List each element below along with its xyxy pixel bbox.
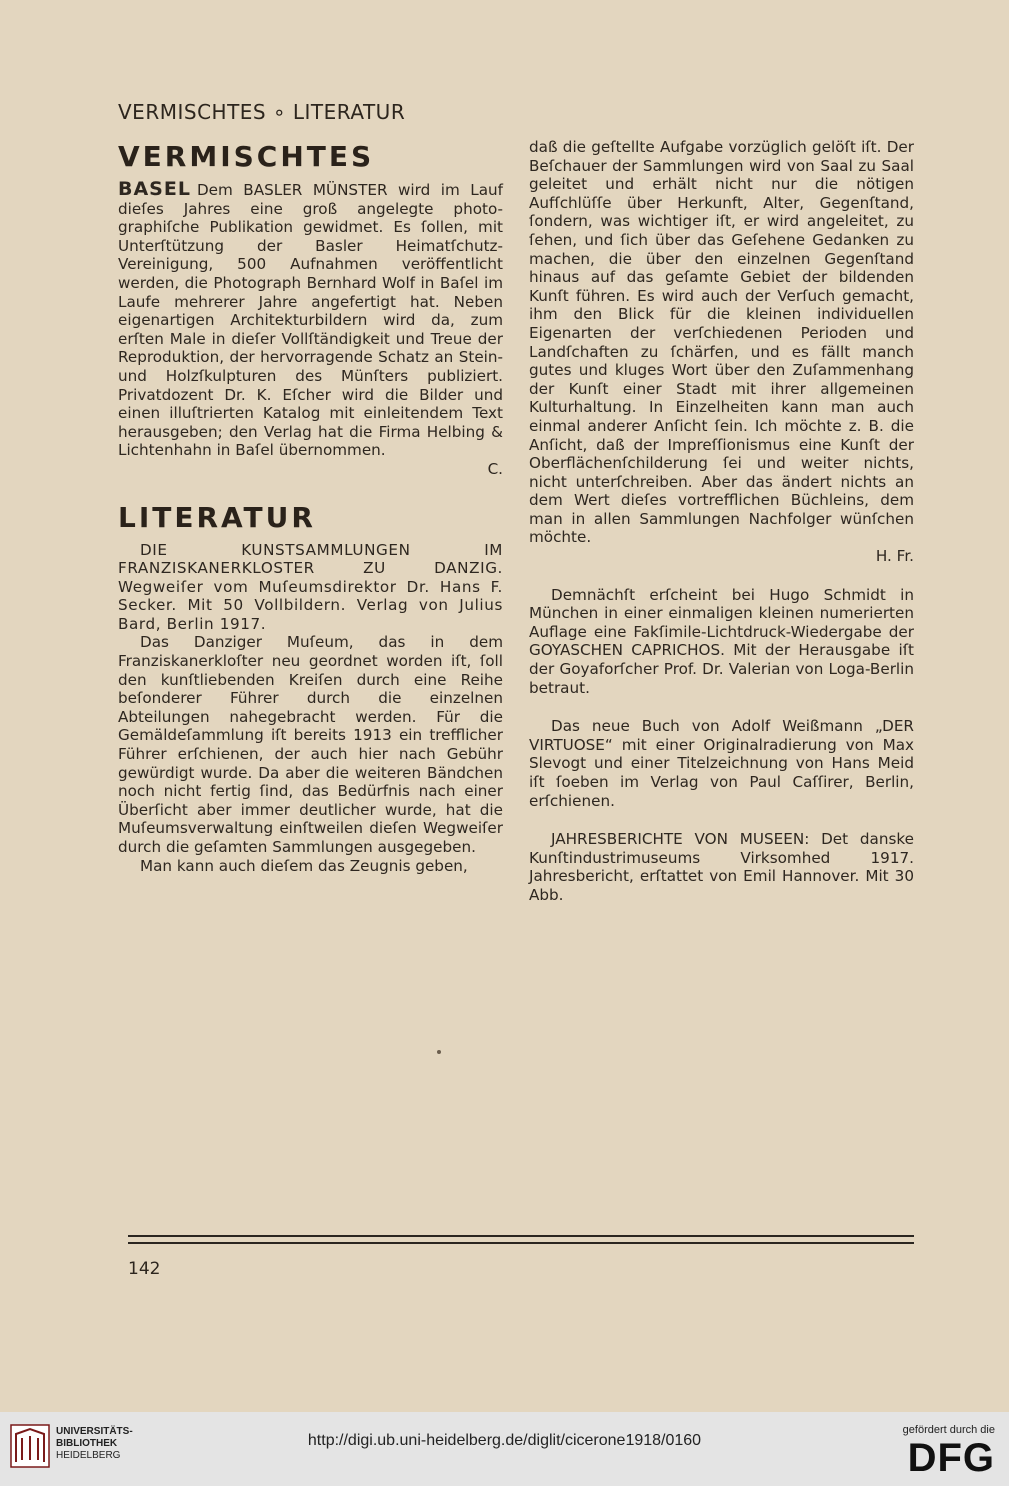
danzig-title: DIE KUNSTSAMMLUNGEN IM FRANZISKANERKLOSTER ZU DANZIG. Wegweiſer vom Muſeumsdirektor Dr. Hans F. Secker. Mit 50 Vollbildern. Verlag von Julius Bard, Berlin 1917. <box>118 540 503 633</box>
library-name-line1: UNIVERSITÄTS- <box>56 1426 133 1437</box>
running-title: VERMISCHTES ∘ LITERATUR <box>118 100 406 124</box>
library-name-line2: BIBLIOTHEK <box>56 1438 118 1449</box>
ink-speck <box>437 1050 441 1054</box>
dfg-logo[interactable]: DFG <box>907 1436 995 1480</box>
heading-literatur: LITERATUR <box>118 500 316 534</box>
basel-article <box>118 180 503 460</box>
goya-notice: Demnächſt erſcheint bei Hugo Schmidt in München in einer einmaligen kleinen numerierten Auflage eine Fakſimile-Lichtdruck-Wiedergabe der GOYASCHEN CAPRICHOS. Mit der Herausgabe iſt der Goyaforſcher Prof. Dr. Valerian von Loga-Berlin betraut. <box>529 585 914 697</box>
heading-vermischtes: VERMISCHTES <box>118 140 375 173</box>
library-name-line3: HEIDELBERG <box>56 1450 121 1461</box>
funding-caption: gefördert durch die <box>902 1424 995 1436</box>
right-column <box>529 138 914 905</box>
weissmann-notice: Das neue Buch von Adolf Weißmann „DER VIRTUOSE“ mit einer Originalradierung von Max Slevogt und einer Titelzeichnung von Hans Meid iſt ſoeben im Verlag von Paul Caſſirer, Berlin, erſchienen. <box>529 717 914 810</box>
page-number: 142 <box>128 1259 161 1279</box>
left-column <box>118 140 503 875</box>
permalink-url[interactable]: http://digi.ub.uni-heidelberg.de/diglit/cicerone1918/0160 <box>307 1432 702 1449</box>
footer-rule-bottom <box>128 1242 914 1244</box>
basel-text: Dem BASLER MÜNSTER wird im Lauf dieſes Jahres eine groß angelegte photo-graphiſche Publikation gewidmet. Es ſollen, mit Unterſtützung der Basler Heimatſchutz-Vereinigung, 500 Aufnahmen veröffentlicht werden, die Photograph Bernhard Wolf in Baſel im Laufe mehrerer Jahre angefertigt hat. Neben eigenartigen Architekturbildern wird da, zum erſten Male in dieſer Vollſtändigkeit und Treue der Reproduktion, der hervorragende Schatz an Stein- und Holzſkulpturen des Münſters publiziert. Privatdozent Dr. K. Eſcher wird die Bilder und einen illuſtrierten Katalog mit einleitendem Text herausgeben; den Verlag hat die Firma Helbing & Lichtenhahn in Baſel übernommen. <box>118 181 503 460</box>
jahresberichte-notice: JAHRESBERICHTE VON MUSEEN: Det danske Kunſtindustrimuseums Virksomhed 1917. Jahresbericht, erſtattet von Emil Hannover. Mit 30 Abb. <box>529 830 914 904</box>
danzig-signature: H. Fr. <box>875 547 914 566</box>
basel-lead: BASEL <box>118 178 191 200</box>
danzig-review-continued: daß die geſtellte Aufgabe vorzüglich gelöſt iſt. Der Beſchauer der Sammlungen wird von Saal zu Saal geleitet und erhält nicht nur die nötigen Aufſchlüſſe über Herkunft, Alter, Gegenſtand, ſondern, was wichtiger iſt, er wird angeleitet, zu ſehen, und ſich über das Geſehene Gedanken zu machen, die über den einzelnen Gegenſtand hinaus auf das geſamte Gebiet der bildenden Kunſt führen. Es wird auch der Verſuch gemacht, ihm den Blick für die kleinen individuellen Eigenarten der verſchiedenen Perioden und Landſchaften zu ſchärfen, und es fällt manch gutes und kluges Wort über den Zuſammenhang der Kunſt einer Stadt mit ihrer allgemeinen Kulturhaltung. In Einzelheiten kann man auch einmal anderer Anſicht ſein. Ich möchte z. B. die Anſicht, daß der Impreſſionismus eine Kunſt der Oberflächenſchilderung ſei und weiter nichts, nicht unterſchreiben. Aber das ändert nichts an dem Wert dieſes vortrefflichen Büchleins, dem man in allen Sammlungen Nachfolger wünſchen möchte. <box>529 138 914 547</box>
basel-signature: C. <box>487 459 503 478</box>
danzig-continuation: Man kann auch dieſem das Zeugnis geben, <box>140 856 468 875</box>
danzig-body: Das Danziger Muſeum, das in dem Franziskanerkloſter neu geordnet worden iſt, ſoll den kunſtliebenden Kreiſen durch eine Reihe beſonderer Führer durch die einzelnen Abteilungen nahegebracht werden. Für die Gemäldeſammlung iſt bereits 1913 ein trefflicher Führer erſchienen, der auch hier nach Gebühr gewürdigt wurde. Da aber die weiteren Bändchen noch nicht fertig ſind, das Bedürfnis nach einer Überſicht aber immer deutlicher wurde, hat die Muſeumsverwaltung einſtweilen dieſen Wegweiſer durch die geſamten Sammlungen ausgegeben. <box>118 633 503 856</box>
footer-rule-top <box>128 1235 914 1237</box>
